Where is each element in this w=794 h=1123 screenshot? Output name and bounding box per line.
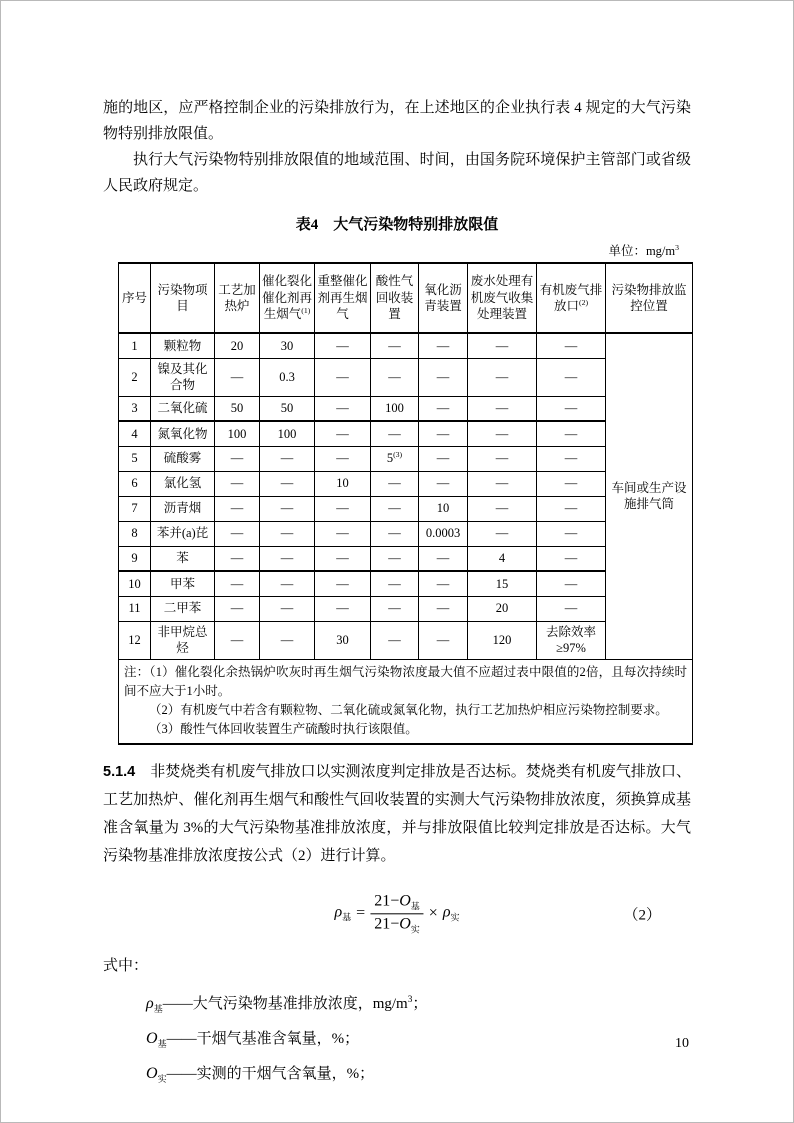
limit-value-cell: 0.0003: [419, 521, 468, 546]
page-number: 10: [675, 1036, 689, 1051]
limit-value-cell: —: [215, 571, 260, 596]
limit-value-cell: —: [419, 396, 468, 421]
definition-rho-base: $\rho_基——$大气污染物基准排放浓度，$mg/m^3$；: [146, 994, 428, 1014]
limit-value-cell: —: [468, 471, 537, 496]
limit-value-cell: —: [215, 546, 260, 571]
pollutant-name-cell: 苯并(a)芘: [151, 521, 215, 546]
limit-value-cell: —: [371, 333, 419, 358]
limit-value-cell: —: [260, 596, 315, 621]
table-header-row: [119, 263, 693, 333]
table-note-1: 注：（1）催化裂化余热锅炉吹灰时再生烟气污染物浓度最大值不应超过表中限值的2倍，且每次持续时间不应大于1小时。: [124, 664, 687, 698]
symbol-definitions: [146, 989, 691, 1094]
column-header: 催化裂化催化剂再生烟气$^{(1)}$: [260, 263, 315, 333]
pollutant-name-cell: 二甲苯: [151, 596, 215, 621]
limit-value-cell: —: [371, 521, 419, 546]
column-header: 污染物项目: [151, 263, 215, 333]
limit-value-cell: —: [468, 396, 537, 421]
limit-value-cell: —: [419, 446, 468, 471]
table-note-3: （3）酸性气体回收装置生产硫酸时执行该限值。: [149, 721, 418, 736]
limit-value-cell: 30: [260, 333, 315, 358]
limit-value-cell: —: [537, 596, 606, 621]
limit-value-cell: —: [315, 546, 371, 571]
definition-o-measured: $O_实——$实测的干烟气含氧量，%；: [146, 1064, 375, 1084]
pollutant-name-cell: 非甲烷总烃: [151, 621, 215, 659]
limit-value-cell: —: [419, 621, 468, 659]
equals-sign: =: [356, 904, 366, 922]
limit-value-cell: —: [215, 496, 260, 521]
formula-lhs: $\rho_基$: [334, 903, 352, 923]
limit-value-cell: —: [260, 521, 315, 546]
pollutant-name-cell: 氯化氢: [151, 471, 215, 496]
limit-value-cell: —: [371, 596, 419, 621]
intro-paragraph-continued: 施的地区，应严格控制企业的污染排放行为，在上述地区的企业执行表 4 规定的大气污染物特别排放限值。: [103, 100, 691, 142]
fraction-denominator: $21-O_实$: [374, 915, 420, 935]
limit-value-cell: 50: [260, 396, 315, 421]
limit-value-cell: —: [260, 571, 315, 596]
row-number-cell: 3: [119, 396, 151, 421]
limit-value-cell: —: [260, 446, 315, 471]
limit-value-cell: 100: [215, 421, 260, 446]
section-number: 5.1.4: [103, 763, 136, 780]
limit-value-cell: 50: [215, 396, 260, 421]
limits-table: [118, 262, 693, 745]
limit-value-cell: —: [419, 546, 468, 571]
limit-value-cell: 0.3: [260, 358, 315, 396]
formula-rhs: $\rho_实$: [442, 903, 460, 923]
limit-value-cell: —: [419, 421, 468, 446]
limit-value-cell: —: [468, 521, 537, 546]
limit-value-cell: —: [371, 358, 419, 396]
definition-o-base: $O_基——$干烟气基准含氧量，%；: [146, 1029, 360, 1049]
limit-value-cell: —: [371, 496, 419, 521]
limit-value-cell: —: [468, 333, 537, 358]
pollutant-name-cell: 硫酸雾: [151, 446, 215, 471]
limit-value-cell: —: [215, 596, 260, 621]
limit-value-cell: —: [371, 571, 419, 596]
limit-value-cell: —: [315, 571, 371, 596]
limit-value-cell: 10: [419, 496, 468, 521]
limit-value-cell: —: [315, 496, 371, 521]
limit-value-cell: 5$^{(3)}$: [371, 446, 419, 471]
limit-value-cell: —: [215, 358, 260, 396]
pollutant-name-cell: 沥青烟: [151, 496, 215, 521]
limit-value-cell: —: [419, 333, 468, 358]
limit-value-cell: —: [419, 596, 468, 621]
formula-fraction: [370, 892, 424, 935]
limit-value-cell: —: [468, 421, 537, 446]
column-header: 序号: [119, 263, 151, 333]
table-unit-label: 单位：$mg/m^3$: [608, 242, 679, 258]
limit-value-cell: —: [215, 471, 260, 496]
column-header: 工艺加热炉: [215, 263, 260, 333]
row-number-cell: 12: [119, 621, 151, 659]
limit-value-cell: 120: [468, 621, 537, 659]
table-note-2: （2）有机废气中若含有颗粒物、二氧化硫或氮氧化物，执行工艺加热炉相应污染物控制要求。: [149, 702, 668, 717]
limit-value-cell: —: [315, 446, 371, 471]
pollutant-name-cell: 颗粒物: [151, 333, 215, 358]
column-header: 氧化沥青装置: [419, 263, 468, 333]
section-5-1-4: [103, 758, 691, 870]
limit-value-cell: 15: [468, 571, 537, 596]
table-body: [119, 333, 693, 744]
row-number-cell: 2: [119, 358, 151, 396]
intro-paragraph-2: 执行大气污染物特别排放限值的地域范围、时间，由国务院环境保护主管部门或省级人民政府规定。: [103, 152, 691, 194]
column-header: 有机废气排放口$^{(2)}$: [537, 263, 606, 333]
limit-value-cell: —: [215, 521, 260, 546]
table-row: [119, 333, 693, 358]
table-4-title: 表4 大气污染物特别排放限值: [295, 217, 499, 233]
limit-value-cell: —: [371, 621, 419, 659]
limit-value-cell: —: [419, 358, 468, 396]
fraction-numerator: $21-O_基$: [370, 892, 424, 914]
limit-value-cell: —: [315, 396, 371, 421]
row-number-cell: 10: [119, 571, 151, 596]
limit-value-cell: —: [419, 471, 468, 496]
limit-value-cell: —: [371, 421, 419, 446]
limit-value-cell: 100: [260, 421, 315, 446]
limit-value-cell: —: [260, 546, 315, 571]
pollutant-name-cell: 二氧化硫: [151, 396, 215, 421]
row-number-cell: 9: [119, 546, 151, 571]
limit-value-cell: 4: [468, 546, 537, 571]
limit-value-cell: —: [371, 546, 419, 571]
limit-value-cell: —: [537, 571, 606, 596]
pollutant-name-cell: 甲苯: [151, 571, 215, 596]
limit-value-cell: 10: [315, 471, 371, 496]
limit-value-cell: —: [537, 521, 606, 546]
limit-value-cell: —: [260, 496, 315, 521]
pollutant-name-cell: 苯: [151, 546, 215, 571]
row-number-cell: 8: [119, 521, 151, 546]
limit-value-cell: —: [315, 421, 371, 446]
multiplication-sign: ×: [428, 904, 438, 922]
limit-value-cell: —: [537, 546, 606, 571]
section-text: 非焚烧类有机废气排放口以实测浓度判定排放是否达标。焚烧类有机废气排放口、工艺加热炉、催化剂再生烟气和酸性气回收装置的实测大气污染物排放浓度，须换算成基准含氧量为 3%的大气污染物基准排放浓度，并与排放限值比较判定排放是否达标。大气污染物基准排放浓度按公式（2）进行计算。: [103, 763, 691, 864]
limit-value-cell: —: [537, 446, 606, 471]
limit-value-cell: —: [468, 446, 537, 471]
limit-value-cell: —: [215, 446, 260, 471]
limit-value-cell: —: [260, 621, 315, 659]
table-notes-cell: [119, 659, 693, 744]
monitor-location-cell: 车间或生产设施排气筒: [606, 333, 693, 659]
limit-value-cell: —: [371, 471, 419, 496]
limit-value-cell: —: [468, 496, 537, 521]
row-number-cell: 5: [119, 446, 151, 471]
limit-value-cell: 去除效率≥97%: [537, 621, 606, 659]
formula-2-expression: [334, 892, 459, 935]
row-number-cell: 1: [119, 333, 151, 358]
limit-value-cell: —: [315, 358, 371, 396]
limit-value-cell: —: [537, 396, 606, 421]
column-header: 重整催化剂再生烟气: [315, 263, 371, 333]
column-header: 废水处理有机废气收集处理装置: [468, 263, 537, 333]
limit-value-cell: 100: [371, 396, 419, 421]
formula-2-row: [103, 886, 691, 942]
row-number-cell: 11: [119, 596, 151, 621]
limit-value-cell: —: [537, 471, 606, 496]
column-header: 污染物排放监控位置: [606, 263, 693, 333]
limit-value-cell: —: [537, 421, 606, 446]
limit-value-cell: —: [468, 358, 537, 396]
limit-value-cell: —: [260, 471, 315, 496]
limit-value-cell: 30: [315, 621, 371, 659]
limit-value-cell: —: [537, 496, 606, 521]
limit-value-cell: —: [419, 571, 468, 596]
equation-number: （2）: [623, 907, 661, 923]
page-content: [1, 1, 793, 1094]
limit-value-cell: —: [315, 521, 371, 546]
limit-value-cell: —: [537, 333, 606, 358]
limit-value-cell: 20: [468, 596, 537, 621]
pollutant-name-cell: 氮氧化物: [151, 421, 215, 446]
limit-value-cell: —: [315, 333, 371, 358]
limit-value-cell: 20: [215, 333, 260, 358]
limit-value-cell: —: [215, 621, 260, 659]
limit-value-cell: —: [315, 596, 371, 621]
row-number-cell: 7: [119, 496, 151, 521]
column-header: 酸性气回收装置: [371, 263, 419, 333]
row-number-cell: 6: [119, 471, 151, 496]
where-label: 式中：: [103, 957, 149, 974]
row-number-cell: 4: [119, 421, 151, 446]
table-header: [119, 263, 693, 333]
limit-value-cell: —: [537, 358, 606, 396]
table-notes-row: [119, 659, 693, 744]
pollutant-name-cell: 镍及其化合物: [151, 358, 215, 396]
